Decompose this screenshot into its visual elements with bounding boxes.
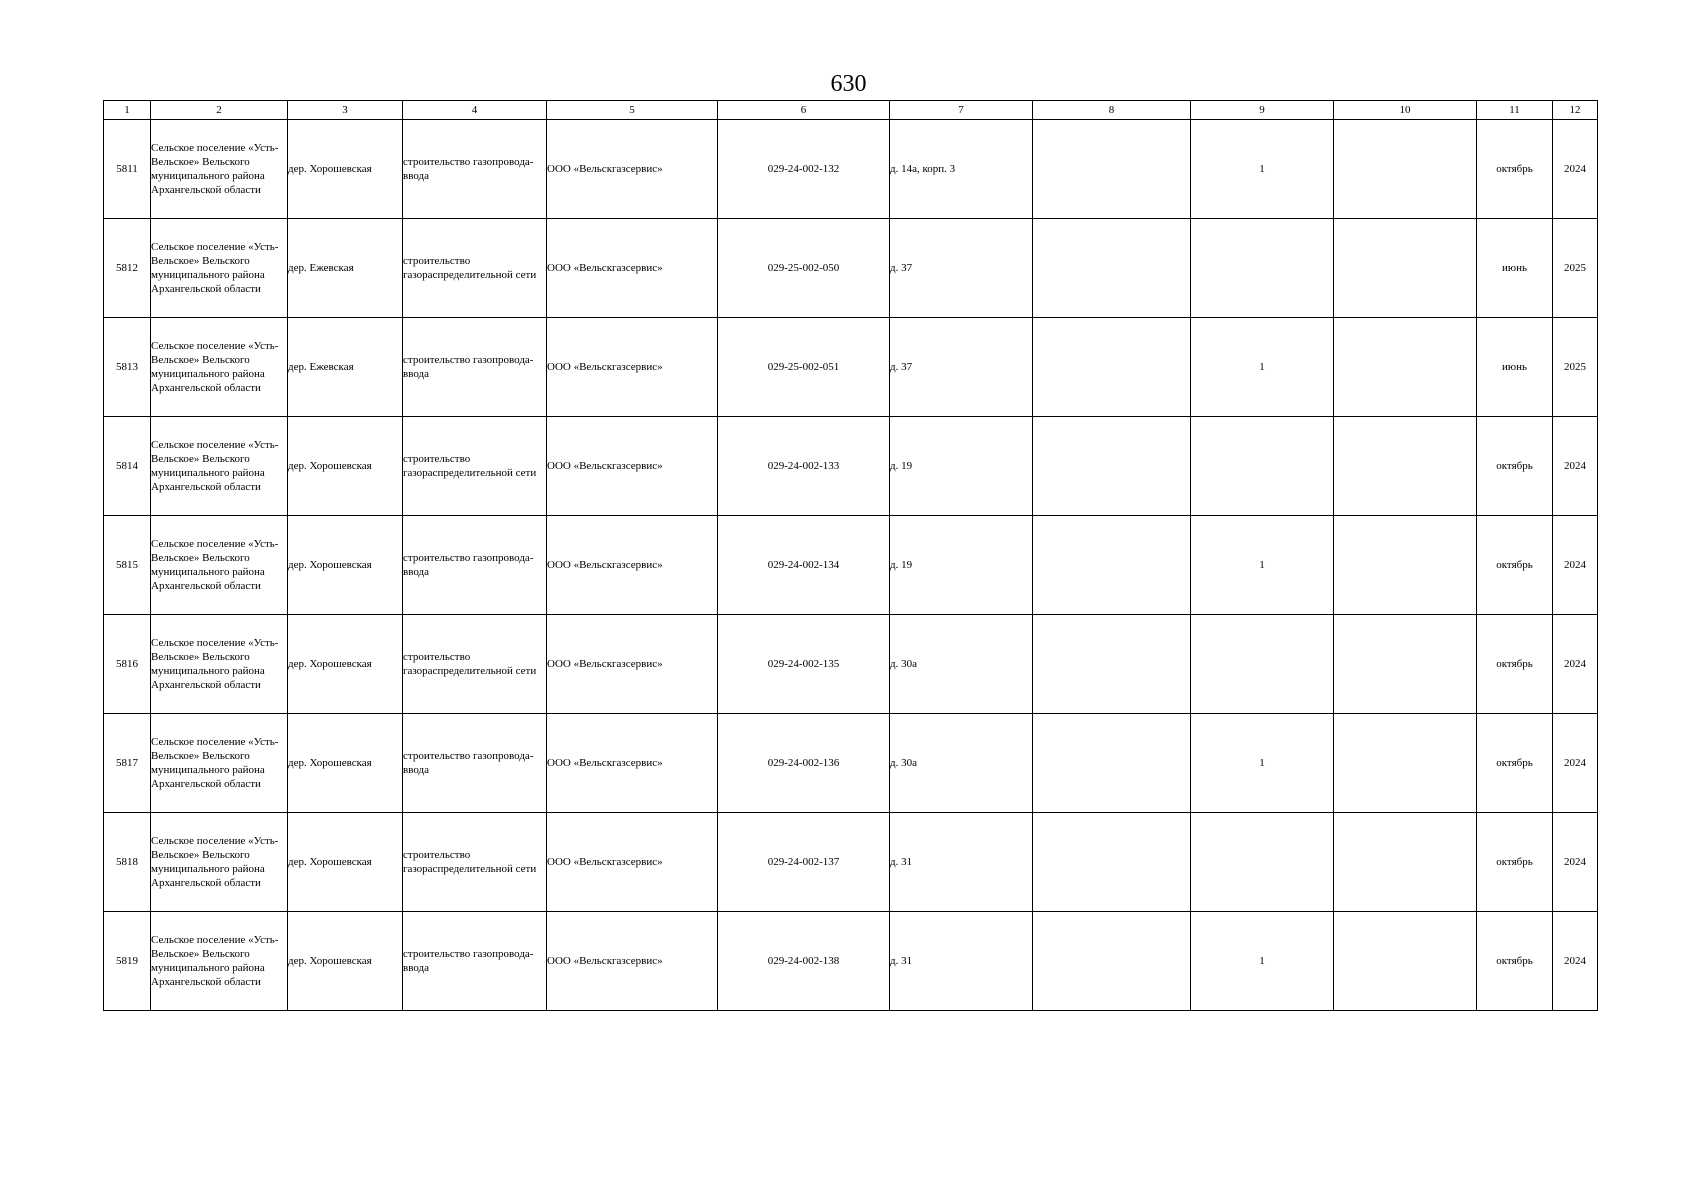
organization-cell: ООО «Вельскгазсервис» <box>547 219 718 318</box>
address-cell: д. 14а, корп. 3 <box>890 120 1033 219</box>
column-number: 6 <box>718 101 890 120</box>
object-code-cell: 029-25-002-050 <box>718 219 890 318</box>
column-number: 5 <box>547 101 718 120</box>
object-code-cell: 029-24-002-136 <box>718 714 890 813</box>
work-type-cell: строительство газораспределительной сети <box>403 219 547 318</box>
address-cell: д. 31 <box>890 912 1033 1011</box>
year-cell: 2024 <box>1553 615 1598 714</box>
row-number: 5812 <box>104 219 151 318</box>
address-cell: д. 30а <box>890 714 1033 813</box>
column-8-cell <box>1033 219 1191 318</box>
column-number: 2 <box>151 101 288 120</box>
column-10-cell <box>1334 318 1477 417</box>
work-type-cell: строительство газопровода-ввода <box>403 120 547 219</box>
column-8-cell <box>1033 714 1191 813</box>
work-type-cell: строительство газопровода-ввода <box>403 714 547 813</box>
column-9-cell: 1 <box>1191 120 1334 219</box>
settlement-cell: Сельское поселение «Усть-Вельское» Вельского муниципального района Архангельской области <box>151 120 288 219</box>
registry-body <box>104 120 1598 1011</box>
column-9-cell: 1 <box>1191 318 1334 417</box>
object-code-cell: 029-25-002-051 <box>718 318 890 417</box>
row-number: 5811 <box>104 120 151 219</box>
year-cell: 2025 <box>1553 318 1598 417</box>
table-row <box>104 813 1598 912</box>
column-8-cell <box>1033 813 1191 912</box>
organization-cell: ООО «Вельскгазсервис» <box>547 813 718 912</box>
object-code-cell: 029-24-002-138 <box>718 912 890 1011</box>
column-number: 10 <box>1334 101 1477 120</box>
settlement-cell: Сельское поселение «Усть-Вельское» Вельского муниципального района Архангельской области <box>151 615 288 714</box>
address-cell: д. 19 <box>890 417 1033 516</box>
address-cell: д. 31 <box>890 813 1033 912</box>
month-cell: октябрь <box>1477 417 1553 516</box>
column-8-cell <box>1033 120 1191 219</box>
locality-cell: дер. Хорошевская <box>288 615 403 714</box>
column-number: 11 <box>1477 101 1553 120</box>
locality-cell: дер. Хорошевская <box>288 516 403 615</box>
table-row <box>104 912 1598 1011</box>
year-cell: 2024 <box>1553 417 1598 516</box>
column-9-cell: 1 <box>1191 516 1334 615</box>
month-cell: июнь <box>1477 219 1553 318</box>
column-8-cell <box>1033 912 1191 1011</box>
column-number: 12 <box>1553 101 1598 120</box>
column-9-cell <box>1191 417 1334 516</box>
column-8-cell <box>1033 615 1191 714</box>
table-row <box>104 417 1598 516</box>
settlement-cell: Сельское поселение «Усть-Вельское» Вельского муниципального района Архангельской области <box>151 714 288 813</box>
column-10-cell <box>1334 219 1477 318</box>
table-row <box>104 714 1598 813</box>
year-cell: 2024 <box>1553 714 1598 813</box>
year-cell: 2024 <box>1553 516 1598 615</box>
row-number: 5818 <box>104 813 151 912</box>
month-cell: октябрь <box>1477 714 1553 813</box>
column-9-cell <box>1191 219 1334 318</box>
table-row <box>104 219 1598 318</box>
column-number: 8 <box>1033 101 1191 120</box>
month-cell: октябрь <box>1477 120 1553 219</box>
month-cell: октябрь <box>1477 516 1553 615</box>
object-code-cell: 029-24-002-135 <box>718 615 890 714</box>
column-10-cell <box>1334 417 1477 516</box>
organization-cell: ООО «Вельскгазсервис» <box>547 516 718 615</box>
organization-cell: ООО «Вельскгазсервис» <box>547 120 718 219</box>
column-9-cell <box>1191 615 1334 714</box>
row-number: 5819 <box>104 912 151 1011</box>
locality-cell: дер. Хорошевская <box>288 912 403 1011</box>
address-cell: д. 30а <box>890 615 1033 714</box>
organization-cell: ООО «Вельскгазсервис» <box>547 714 718 813</box>
object-code-cell: 029-24-002-134 <box>718 516 890 615</box>
locality-cell: дер. Хорошевская <box>288 813 403 912</box>
settlement-cell: Сельское поселение «Усть-Вельское» Вельского муниципального района Архангельской области <box>151 813 288 912</box>
column-number: 7 <box>890 101 1033 120</box>
row-number: 5816 <box>104 615 151 714</box>
column-9-cell <box>1191 813 1334 912</box>
locality-cell: дер. Хорошевская <box>288 417 403 516</box>
row-number: 5815 <box>104 516 151 615</box>
work-type-cell: строительство газораспределительной сети <box>403 813 547 912</box>
locality-cell: дер. Ежевская <box>288 219 403 318</box>
work-type-cell: строительство газопровода-ввода <box>403 318 547 417</box>
work-type-cell: строительство газораспределительной сети <box>403 615 547 714</box>
column-10-cell <box>1334 120 1477 219</box>
settlement-cell: Сельское поселение «Усть-Вельское» Вельского муниципального района Архангельской области <box>151 516 288 615</box>
object-code-cell: 029-24-002-132 <box>718 120 890 219</box>
settlement-cell: Сельское поселение «Усть-Вельское» Вельского муниципального района Архангельской области <box>151 912 288 1011</box>
address-cell: д. 37 <box>890 318 1033 417</box>
settlement-cell: Сельское поселение «Усть-Вельское» Вельского муниципального района Архангельской области <box>151 417 288 516</box>
work-type-cell: строительство газопровода-ввода <box>403 516 547 615</box>
work-type-cell: строительство газопровода-ввода <box>403 912 547 1011</box>
row-number: 5817 <box>104 714 151 813</box>
object-code-cell: 029-24-002-137 <box>718 813 890 912</box>
column-8-cell <box>1033 318 1191 417</box>
column-8-cell <box>1033 516 1191 615</box>
year-cell: 2024 <box>1553 120 1598 219</box>
column-10-cell <box>1334 912 1477 1011</box>
object-code-cell: 029-24-002-133 <box>718 417 890 516</box>
row-number: 5814 <box>104 417 151 516</box>
settlement-cell: Сельское поселение «Усть-Вельское» Вельского муниципального района Архангельской области <box>151 219 288 318</box>
column-number: 3 <box>288 101 403 120</box>
month-cell: июнь <box>1477 318 1553 417</box>
column-10-cell <box>1334 714 1477 813</box>
address-cell: д. 37 <box>890 219 1033 318</box>
column-9-cell: 1 <box>1191 714 1334 813</box>
organization-cell: ООО «Вельскгазсервис» <box>547 318 718 417</box>
registry-table <box>103 100 1598 1011</box>
settlement-cell: Сельское поселение «Усть-Вельское» Вельского муниципального района Архангельской области <box>151 318 288 417</box>
organization-cell: ООО «Вельскгазсервис» <box>547 417 718 516</box>
row-number: 5813 <box>104 318 151 417</box>
column-8-cell <box>1033 417 1191 516</box>
organization-cell: ООО «Вельскгазсервис» <box>547 912 718 1011</box>
column-9-cell: 1 <box>1191 912 1334 1011</box>
table-row <box>104 615 1598 714</box>
year-cell: 2024 <box>1553 912 1598 1011</box>
column-number: 9 <box>1191 101 1334 120</box>
column-number-row <box>104 101 1598 120</box>
locality-cell: дер. Хорошевская <box>288 714 403 813</box>
locality-cell: дер. Ежевская <box>288 318 403 417</box>
table-row <box>104 120 1598 219</box>
year-cell: 2024 <box>1553 813 1598 912</box>
year-cell: 2025 <box>1553 219 1598 318</box>
column-number: 1 <box>104 101 151 120</box>
table-row <box>104 318 1598 417</box>
column-10-cell <box>1334 615 1477 714</box>
address-cell: д. 19 <box>890 516 1033 615</box>
column-10-cell <box>1334 516 1477 615</box>
locality-cell: дер. Хорошевская <box>288 120 403 219</box>
page-number: 630 <box>830 71 867 97</box>
table-row <box>104 516 1598 615</box>
month-cell: октябрь <box>1477 615 1553 714</box>
organization-cell: ООО «Вельскгазсервис» <box>547 615 718 714</box>
month-cell: октябрь <box>1477 813 1553 912</box>
month-cell: октябрь <box>1477 912 1553 1011</box>
column-10-cell <box>1334 813 1477 912</box>
column-number: 4 <box>403 101 547 120</box>
work-type-cell: строительство газораспределительной сети <box>403 417 547 516</box>
